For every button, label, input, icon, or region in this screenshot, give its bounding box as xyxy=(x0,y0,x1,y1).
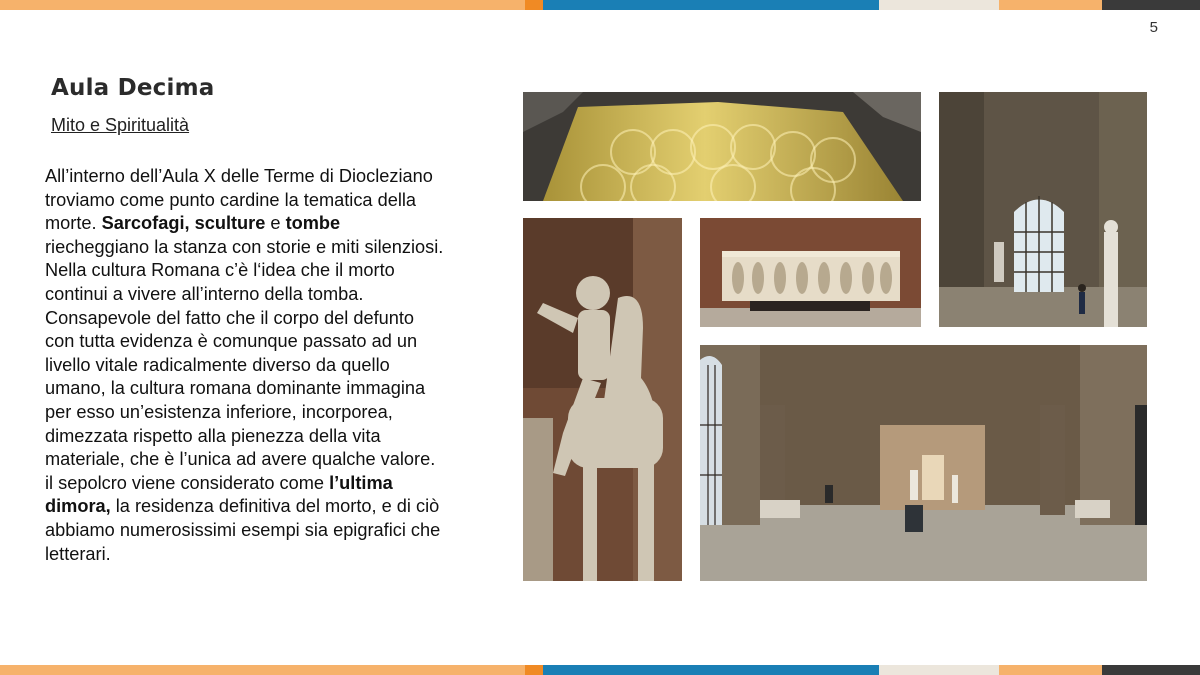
stripe-segment xyxy=(0,0,525,10)
stripe-segment xyxy=(879,0,999,10)
hall-window-photo xyxy=(939,92,1147,327)
mosaic-ceiling-photo xyxy=(523,92,921,201)
body-bold-run: Sarcofagi, sculture xyxy=(101,213,266,234)
body-paragraph xyxy=(45,165,445,566)
stripe-segment xyxy=(1102,0,1200,10)
stripe-segment xyxy=(543,0,879,10)
slide-subtitle: Mito e Spiritualità xyxy=(51,115,190,135)
body-text-run: riecheggiano la stanza con storie e miti silenziosi. Nella cultura Romana c’è l‘idea che il morto continui a vivere all’interno della tomba. Consapevole del fatto che il corpo del defunto con tutta evidenza è comunque passato ad un livello vitale radicalmente diverso da quello umano, la cultura romana dominante immagina per esso un’esistenza inferiore, incorporea, dimezzata rispetto alla pienezza della vita materiale, che è l’unica ad avere qualche valore. il sepolcro viene considerato come xyxy=(45,236,444,493)
stripe-segment xyxy=(999,0,1102,10)
bottom-color-stripe xyxy=(0,665,1200,675)
stripe-segment xyxy=(879,665,999,675)
rider-statue-photo xyxy=(523,218,682,581)
stripe-segment xyxy=(1102,665,1200,675)
stripe-segment xyxy=(543,665,879,675)
slide-title: Aula Decima xyxy=(51,75,215,101)
body-bold-run: tombe xyxy=(285,213,341,234)
body-text-run: e xyxy=(265,213,286,234)
top-color-stripe xyxy=(0,0,1200,10)
stripe-segment xyxy=(0,665,525,675)
hall-interior-photo xyxy=(700,345,1147,581)
stripe-segment xyxy=(525,665,543,675)
body-bold-run: l’ultima dimora, xyxy=(45,472,393,517)
stripe-segment xyxy=(999,665,1102,675)
body-text-run: la residenza definitiva del morto, e di ciò abbiamo numerosissimi esempi sia epigrafici che letterari. xyxy=(45,496,441,564)
body-text-run: All’interno dell’Aula X delle Terme di Diocleziano troviamo come punto cardine la tematica della morte. xyxy=(45,166,433,234)
stripe-segment xyxy=(525,0,543,10)
sarcophagus-photo xyxy=(700,218,921,327)
page-number: 5 xyxy=(1149,19,1158,36)
